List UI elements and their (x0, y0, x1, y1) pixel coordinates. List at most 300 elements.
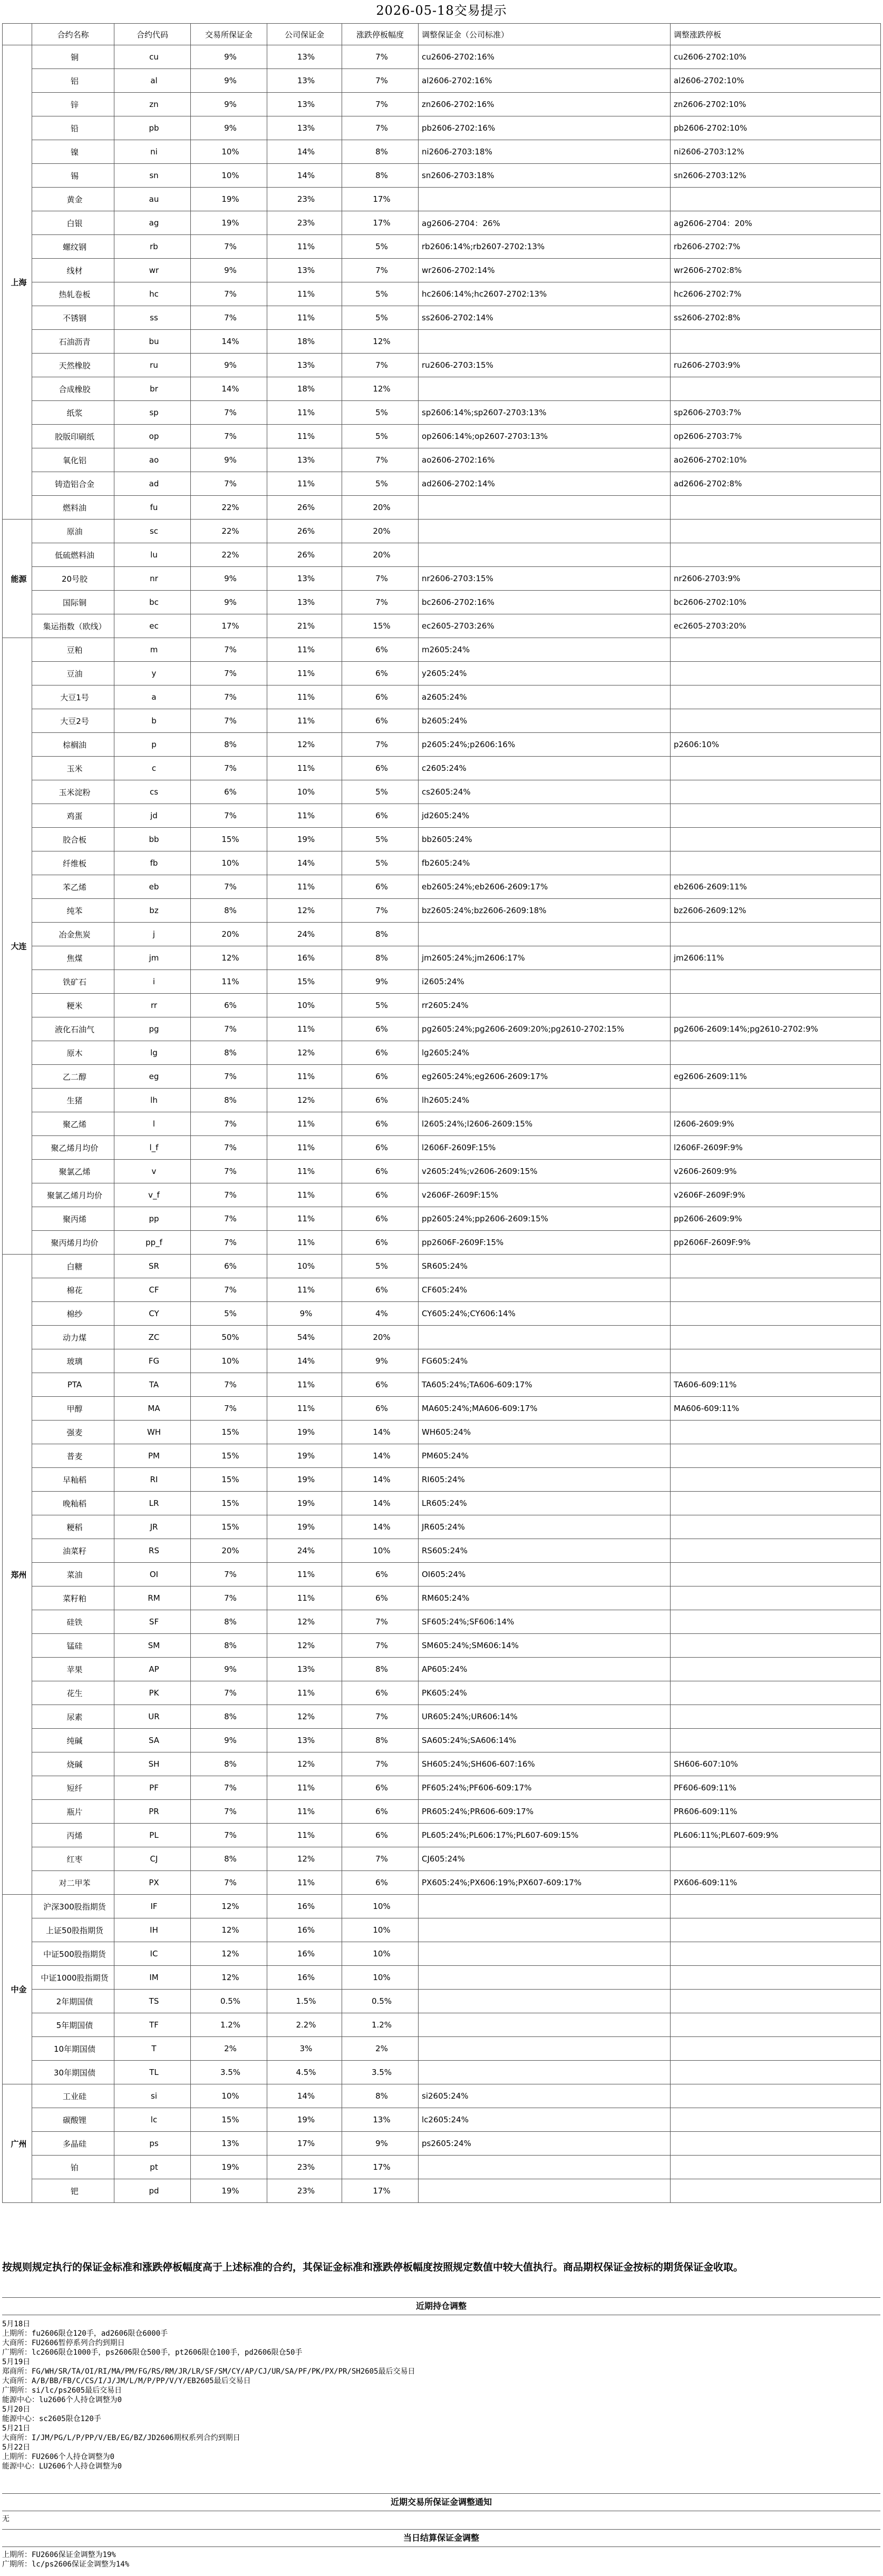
table-row (3, 1705, 881, 1729)
adjusted-margin: pp2606F-2609F:15% (419, 1231, 671, 1255)
trade-margin: 7% (191, 401, 267, 425)
table-row (3, 472, 881, 496)
contract-name: 镍 (32, 140, 114, 164)
limit-range: 20% (342, 543, 419, 567)
section-body-margin-notice: 无 (2, 2515, 9, 2523)
adjusted-margin: TA605:24%;TA606-609:17% (419, 1373, 671, 1397)
adjusted-limit: v2606F-2609F:9% (671, 1183, 881, 1207)
adjusted-limit (671, 1990, 881, 2013)
header-exchange (3, 24, 32, 45)
company-margin: 23% (267, 188, 342, 211)
limit-range: 6% (342, 1089, 419, 1112)
limit-range: 5% (342, 780, 419, 804)
limit-range: 17% (342, 2156, 419, 2179)
company-margin: 11% (267, 1017, 342, 1041)
contract-code: TF (114, 2013, 191, 2037)
contract-code: ss (114, 306, 191, 330)
contract-name: 上证50股指期货 (32, 1918, 114, 1942)
company-margin: 12% (267, 1752, 342, 1776)
company-margin: 11% (267, 662, 342, 685)
limit-range: 14% (342, 1492, 419, 1515)
limit-range: 6% (342, 1800, 419, 1824)
table-row (3, 93, 881, 116)
limit-range: 17% (342, 2179, 419, 2203)
contract-code: MA (114, 1397, 191, 1421)
trade-margin: 2% (191, 2037, 267, 2061)
contract-name: PTA (32, 1373, 114, 1397)
adjusted-margin: PX605:24%;PX606:19%;PX607-609:17% (419, 1871, 671, 1895)
limit-range: 8% (342, 923, 419, 946)
trade-margin: 15% (191, 1444, 267, 1468)
contract-code: JR (114, 1515, 191, 1539)
limit-range: 7% (342, 1752, 419, 1776)
limit-range: 6% (342, 1776, 419, 1800)
adjusted-margin: bc2606-2702:16% (419, 591, 671, 614)
contract-name: 苯乙烯 (32, 875, 114, 899)
company-margin: 1.5% (267, 1990, 342, 2013)
trade-margin: 7% (191, 472, 267, 496)
trading-table (2, 23, 881, 2203)
table-row (3, 638, 881, 662)
header-adjusted-limit: 调整涨跌停板 (671, 24, 881, 45)
adjusted-margin: jd2605:24% (419, 804, 671, 828)
adjusted-limit: zn2606-2702:10% (671, 93, 881, 116)
table-row (3, 1017, 881, 1041)
table-row (3, 259, 881, 282)
contract-code: pd (114, 2179, 191, 2203)
adjusted-margin: RM605:24% (419, 1586, 671, 1610)
adjusted-margin: al2606-2702:16% (419, 69, 671, 93)
adjusted-margin: MA605:24%;MA606-609:17% (419, 1397, 671, 1421)
company-margin: 11% (267, 1183, 342, 1207)
contract-name: 菜籽粕 (32, 1586, 114, 1610)
trade-margin: 7% (191, 685, 267, 709)
contract-name: 30年期国债 (32, 2061, 114, 2084)
contract-name: 晚籼稻 (32, 1492, 114, 1515)
table-row (3, 1255, 881, 1278)
contract-code: pg (114, 1017, 191, 1041)
contract-code: al (114, 69, 191, 93)
trade-margin: 15% (191, 828, 267, 851)
limit-range: 14% (342, 1444, 419, 1468)
trade-margin: 7% (191, 662, 267, 685)
adjusted-margin: p2605:24%;p2606:16% (419, 733, 671, 757)
adjusted-margin: ru2606-2703:15% (419, 354, 671, 377)
company-margin: 12% (267, 1634, 342, 1658)
contract-code: ni (114, 140, 191, 164)
table-row (3, 1824, 881, 1847)
contract-code: IH (114, 1918, 191, 1942)
contract-name: 苹果 (32, 1658, 114, 1681)
adjusted-limit (671, 1610, 881, 1634)
trade-margin: 7% (191, 1586, 267, 1610)
adjusted-margin (419, 1326, 671, 1349)
table-row (3, 970, 881, 994)
trade-margin: 7% (191, 235, 267, 259)
adjusted-limit (671, 543, 881, 567)
contract-code: b (114, 709, 191, 733)
table-row (3, 946, 881, 970)
trade-margin: 7% (191, 282, 267, 306)
trade-margin: 19% (191, 2156, 267, 2179)
limit-range: 7% (342, 354, 419, 377)
adjusted-margin (419, 1990, 671, 2013)
contract-code: PL (114, 1824, 191, 1847)
limit-range: 17% (342, 211, 419, 235)
adjusted-limit: eb2606-2609:11% (671, 875, 881, 899)
limit-range: 5% (342, 282, 419, 306)
contract-code: ru (114, 354, 191, 377)
adjusted-limit: ao2606-2702:10% (671, 448, 881, 472)
adjusted-limit (671, 923, 881, 946)
contract-name: 胶版印刷纸 (32, 425, 114, 448)
trade-margin: 19% (191, 211, 267, 235)
adjusted-margin: UR605:24%;UR606:14% (419, 1705, 671, 1729)
table-row (3, 662, 881, 685)
trade-margin: 7% (191, 1112, 267, 1136)
adjusted-margin: WH605:24% (419, 1421, 671, 1444)
exchange-label: 大连 (3, 638, 32, 1255)
adjusted-margin: ss2606-2702:14% (419, 306, 671, 330)
adjusted-margin (419, 1918, 671, 1942)
adjusted-margin: CF605:24% (419, 1278, 671, 1302)
trade-margin: 7% (191, 1397, 267, 1421)
adjusted-margin: jm2605:24%;jm2606:17% (419, 946, 671, 970)
contract-code: RS (114, 1539, 191, 1563)
contract-code: RM (114, 1586, 191, 1610)
company-margin: 17% (267, 2132, 342, 2156)
table-header-row (3, 24, 881, 45)
contract-name: 铁矿石 (32, 970, 114, 994)
adjusted-margin: i2605:24% (419, 970, 671, 994)
contract-code: sc (114, 520, 191, 543)
trade-margin: 15% (191, 2108, 267, 2132)
trade-margin: 8% (191, 1705, 267, 1729)
limit-range: 7% (342, 1610, 419, 1634)
contract-code: zn (114, 93, 191, 116)
limit-range: 12% (342, 330, 419, 354)
adjusted-margin: OI605:24% (419, 1563, 671, 1586)
company-margin: 11% (267, 709, 342, 733)
trade-margin: 15% (191, 1421, 267, 1444)
adjusted-margin: a2605:24% (419, 685, 671, 709)
contract-name: 豆粕 (32, 638, 114, 662)
adjusted-margin: m2605:24% (419, 638, 671, 662)
trade-margin: 0.5% (191, 1990, 267, 2013)
adjusted-limit: bc2606-2702:10% (671, 591, 881, 614)
adjusted-limit: pp2606F-2609F:9% (671, 1231, 881, 1255)
contract-name: 原油 (32, 520, 114, 543)
limit-range: 6% (342, 1065, 419, 1089)
contract-code: fu (114, 496, 191, 520)
adjusted-limit: TA606-609:11% (671, 1373, 881, 1397)
adjusted-margin: nr2606-2703:15% (419, 567, 671, 591)
contract-name: 中证500股指期货 (32, 1942, 114, 1966)
contract-name: 菜油 (32, 1563, 114, 1586)
company-margin: 11% (267, 472, 342, 496)
contract-code: CJ (114, 1847, 191, 1871)
contract-name: 玉米 (32, 757, 114, 780)
contract-code: a (114, 685, 191, 709)
table-row (3, 1776, 881, 1800)
contract-name: 聚乙烯 (32, 1112, 114, 1136)
contract-name: 棉花 (32, 1278, 114, 1302)
company-margin: 11% (267, 1776, 342, 1800)
adjusted-limit (671, 1658, 881, 1681)
table-row (3, 2156, 881, 2179)
table-row (3, 757, 881, 780)
table-row (3, 1468, 881, 1492)
contract-name: 烧碱 (32, 1752, 114, 1776)
contract-code: l_f (114, 1136, 191, 1160)
adjusted-margin: PM605:24% (419, 1444, 671, 1468)
adjusted-margin: RS605:24% (419, 1539, 671, 1563)
adjusted-limit: cu2606-2702:10% (671, 45, 881, 69)
limit-range: 7% (342, 1847, 419, 1871)
adjusted-margin (419, 2037, 671, 2061)
section-body-position: 5月18日 上期所：fu2606限仓120手，ad2606限仓6000手 大商所：FU2606暂停系列合约到期日 广期所：lc2606限仓1000手，ps2606限仓500手，pt2606限仓100手，pd2606限仓50手 5月19日 郑商所：FG/WH/SR/TA/OI/RI/MA/PM/FG/RS/RM/JR/LR/SF/SM/CY/AP/CJ/UR/SA/PF/PK/PX/PR/SH2605最后交易日 大商所：A/B/BB/FB/C/CS/I/J/JM/L/M/P/PP/V/Y/EB2605最后交易日 广期所：si/lc/ps2605最后交易日 能源中心：lu2606个人持仓调整为0 5月20日 能源中心：sc2605限仓120手 5月21日 大商所：I/JM/PG/L/P/PP/V/EB/EG/BZ/JD2606期权系列合约到期日 5月22日 上期所：FU2606个人持仓调整为0 能源中心：LU2606个人持仓调整为0 (2, 2320, 415, 2471)
contract-code: bc (114, 591, 191, 614)
contract-code: rr (114, 994, 191, 1017)
company-margin: 54% (267, 1326, 342, 1349)
contract-name: 铸造铝合金 (32, 472, 114, 496)
company-margin: 10% (267, 1255, 342, 1278)
table-row (3, 1112, 881, 1136)
contract-code: eg (114, 1065, 191, 1089)
company-margin: 10% (267, 780, 342, 804)
company-margin: 19% (267, 2108, 342, 2132)
table-row (3, 1349, 881, 1373)
adjusted-limit (671, 1918, 881, 1942)
table-row (3, 709, 881, 733)
trade-margin: 50% (191, 1326, 267, 1349)
table-row (3, 543, 881, 567)
company-margin: 11% (267, 1278, 342, 1302)
company-margin: 18% (267, 330, 342, 354)
contract-code: SM (114, 1634, 191, 1658)
adjusted-limit: PR606-609:11% (671, 1800, 881, 1824)
contract-name: 聚丙烯月均价 (32, 1231, 114, 1255)
contract-code: ad (114, 472, 191, 496)
contract-name: 2年期国债 (32, 1990, 114, 2013)
adjusted-limit (671, 1089, 881, 1112)
table-row (3, 235, 881, 259)
table-row (3, 425, 881, 448)
contract-code: PX (114, 1871, 191, 1895)
adjusted-margin: ad2606-2702:14% (419, 472, 671, 496)
company-margin: 14% (267, 164, 342, 188)
table-row (3, 1539, 881, 1563)
contract-code: rb (114, 235, 191, 259)
limit-range: 5% (342, 1255, 419, 1278)
trade-margin: 6% (191, 780, 267, 804)
adjusted-margin: PL605:24%;PL606:17%;PL607-609:15% (419, 1824, 671, 1847)
company-margin: 11% (267, 1112, 342, 1136)
table-row (3, 614, 881, 638)
trade-margin: 8% (191, 1634, 267, 1658)
trade-margin: 15% (191, 1515, 267, 1539)
header-name: 合约名称 (32, 24, 114, 45)
table-row (3, 1397, 881, 1421)
limit-range: 7% (342, 567, 419, 591)
contract-name: 钯 (32, 2179, 114, 2203)
trade-margin: 7% (191, 1563, 267, 1586)
limit-range: 6% (342, 1586, 419, 1610)
company-margin: 13% (267, 259, 342, 282)
contract-code: i (114, 970, 191, 994)
contract-name: 白银 (32, 211, 114, 235)
trade-margin: 19% (191, 188, 267, 211)
contract-name: 石油沥青 (32, 330, 114, 354)
limit-range: 3.5% (342, 2061, 419, 2084)
adjusted-limit (671, 1705, 881, 1729)
trade-margin: 9% (191, 354, 267, 377)
company-margin: 13% (267, 93, 342, 116)
table-row (3, 1515, 881, 1539)
adjusted-margin: c2605:24% (419, 757, 671, 780)
adjusted-limit (671, 2132, 881, 2156)
adjusted-limit: al2606-2702:10% (671, 69, 881, 93)
limit-range: 13% (342, 2108, 419, 2132)
limit-range: 7% (342, 116, 419, 140)
company-margin: 11% (267, 401, 342, 425)
company-margin: 26% (267, 543, 342, 567)
table-row (3, 2108, 881, 2132)
company-margin: 19% (267, 1444, 342, 1468)
trade-margin: 12% (191, 1918, 267, 1942)
limit-range: 7% (342, 1634, 419, 1658)
adjusted-limit: pg2606-2609:14%;pg2610-2702:9% (671, 1017, 881, 1041)
table-row (3, 164, 881, 188)
limit-range: 6% (342, 685, 419, 709)
adjusted-margin: PK605:24% (419, 1681, 671, 1705)
table-row (3, 1492, 881, 1515)
trade-margin: 7% (191, 1278, 267, 1302)
company-margin: 12% (267, 1705, 342, 1729)
trade-margin: 7% (191, 1231, 267, 1255)
adjusted-limit: hc2606-2702:7% (671, 282, 881, 306)
trade-margin: 10% (191, 2084, 267, 2108)
contract-code: bb (114, 828, 191, 851)
company-margin: 11% (267, 804, 342, 828)
company-margin: 24% (267, 1539, 342, 1563)
limit-range: 10% (342, 1942, 419, 1966)
contract-code: UR (114, 1705, 191, 1729)
header-code: 合约代码 (114, 24, 191, 45)
adjusted-limit (671, 2156, 881, 2179)
company-margin: 11% (267, 875, 342, 899)
table-row (3, 140, 881, 164)
exchange-label: 中金 (3, 1895, 32, 2084)
adjusted-margin: v2605:24%;v2606-2609:15% (419, 1160, 671, 1183)
contract-code: si (114, 2084, 191, 2108)
table-row (3, 1942, 881, 1966)
company-margin: 16% (267, 1942, 342, 1966)
adjusted-margin: lc2605:24% (419, 2108, 671, 2132)
trade-margin: 22% (191, 543, 267, 567)
contract-name: 粳稻 (32, 1515, 114, 1539)
contract-code: RI (114, 1468, 191, 1492)
contract-name: 天然橡胶 (32, 354, 114, 377)
adjusted-limit (671, 828, 881, 851)
contract-code: pp_f (114, 1231, 191, 1255)
trade-margin: 9% (191, 45, 267, 69)
contract-code: m (114, 638, 191, 662)
company-margin: 23% (267, 211, 342, 235)
contract-code: WH (114, 1421, 191, 1444)
company-margin: 14% (267, 140, 342, 164)
company-margin: 21% (267, 614, 342, 638)
adjusted-limit (671, 1278, 881, 1302)
company-margin: 11% (267, 1373, 342, 1397)
adjusted-limit (671, 1444, 881, 1468)
adjusted-margin: cs2605:24% (419, 780, 671, 804)
adjusted-limit: rb2606-2702:7% (671, 235, 881, 259)
contract-name: 螺纹钢 (32, 235, 114, 259)
limit-range: 6% (342, 1112, 419, 1136)
contract-code: SF (114, 1610, 191, 1634)
adjusted-margin (419, 543, 671, 567)
contract-code: bu (114, 330, 191, 354)
table-row (3, 1421, 881, 1444)
adjusted-margin (419, 1942, 671, 1966)
adjusted-margin: l2605:24%;l2606-2609:15% (419, 1112, 671, 1136)
trade-margin: 20% (191, 1539, 267, 1563)
contract-name: 聚氯乙烯月均价 (32, 1183, 114, 1207)
contract-code: jd (114, 804, 191, 828)
table-row (3, 923, 881, 946)
trade-margin: 19% (191, 2179, 267, 2203)
adjusted-margin (419, 1966, 671, 1990)
table-row (3, 1183, 881, 1207)
company-margin: 16% (267, 1895, 342, 1918)
limit-range: 6% (342, 1017, 419, 1041)
table-row (3, 448, 881, 472)
contract-code: SR (114, 1255, 191, 1278)
contract-name: 原木 (32, 1041, 114, 1065)
limit-range: 8% (342, 1729, 419, 1752)
contract-name: 瓶片 (32, 1800, 114, 1824)
adjusted-margin: PF605:24%;PF606-609:17% (419, 1776, 671, 1800)
company-margin: 11% (267, 425, 342, 448)
contract-name: 液化石油气 (32, 1017, 114, 1041)
trade-margin: 9% (191, 1729, 267, 1752)
limit-range: 6% (342, 1397, 419, 1421)
adjusted-limit (671, 1326, 881, 1349)
table-row (3, 804, 881, 828)
contract-name: 粳米 (32, 994, 114, 1017)
limit-range: 10% (342, 1966, 419, 1990)
trade-margin: 12% (191, 946, 267, 970)
contract-name: 丙烯 (32, 1824, 114, 1847)
company-margin: 11% (267, 306, 342, 330)
contract-code: T (114, 2037, 191, 2061)
section-body-settlement: 上期所：FU2606保证金调整为19% 广期所：lc/ps2606保证金调整为14% (2, 2551, 130, 2569)
company-margin: 14% (267, 851, 342, 875)
adjusted-margin: pb2606-2702:16% (419, 116, 671, 140)
company-margin: 13% (267, 567, 342, 591)
company-margin: 11% (267, 1800, 342, 1824)
table-row (3, 2084, 881, 2108)
company-margin: 23% (267, 2156, 342, 2179)
table-row (3, 1207, 881, 1231)
company-margin: 15% (267, 970, 342, 994)
table-row (3, 520, 881, 543)
company-margin: 19% (267, 1515, 342, 1539)
limit-range: 5% (342, 994, 419, 1017)
contract-code: eb (114, 875, 191, 899)
trade-margin: 10% (191, 164, 267, 188)
